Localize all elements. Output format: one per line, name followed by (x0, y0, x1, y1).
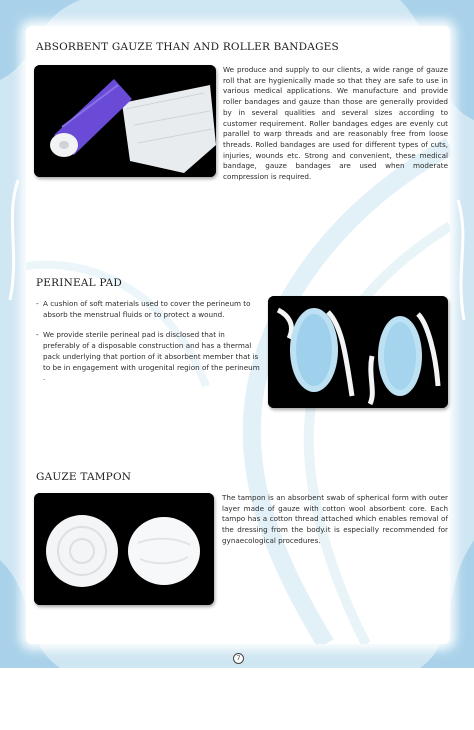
gauze-tampon-photo (34, 493, 214, 605)
list-item: - We provide sterile perineal pad is disclosed that in preferably of a disposable construction and has a thermal pack underlying that portion of it absorbent member that is to be in engagement with urogenital region of the perineum . (36, 330, 260, 384)
gauze-roller-bandage-photo (34, 65, 216, 177)
heading-absorbent-gauze: ABSORBENT GAUZE THAN AND ROLLER BANDAGES (36, 41, 339, 53)
list-item: - A cushion of soft materials used to cover the perineum to absorb the menstrual fluids or to protect a wound. (36, 299, 260, 320)
gauze-description: We produce and supply to our clients, a wide range of gauze roll that are hygienically made so that they are safe to use in various medical applications. We manufacture and provide roller bandages and gauze than those are generally provided by in several qualities and several sizes according to customer requirement. Roller bandages edges are evenly cut parallel to warp threads and are reasonably free from loose threads. Rolled bandages are used for different types of cuts, injuries, wounds etc. Strong and convenient, these medical bandage, gauze bandages are used when moderate compression is required. (223, 65, 448, 182)
heading-perineal-pad: PERINEAL PAD (36, 277, 123, 289)
heading-gauze-tampon: GAUZE TAMPON (36, 471, 132, 483)
tampon-description: The tampon is an absorbent swab of spherical form with outer layer made of gauze with cotton wool absorbent core. Each tampo has a cotton thread attached which enables removal of the dressing from the body.it is especially recommended for gynaecological procedures. (222, 493, 448, 545)
page-number: 7 (233, 653, 244, 664)
perineal-pad-photo (268, 296, 448, 408)
perineal-pad-bullets (36, 299, 260, 394)
